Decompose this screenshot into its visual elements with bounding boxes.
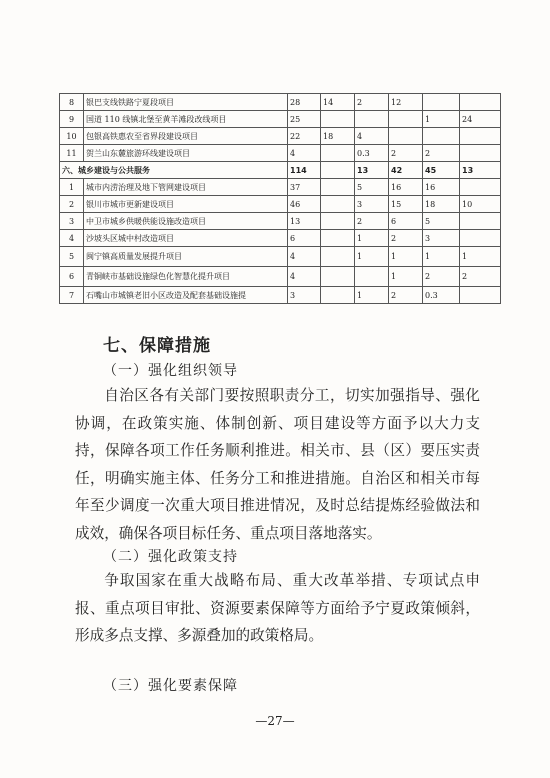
value-cell: 1 bbox=[423, 111, 460, 128]
value-cell: 2 bbox=[389, 145, 423, 162]
value-cell: 15 bbox=[389, 196, 423, 213]
table-row bbox=[60, 179, 501, 196]
table-row bbox=[60, 247, 501, 267]
value-cell: 28 bbox=[288, 94, 321, 111]
project-name-cell: 中卫市城乡供暖供能设施改造项目 bbox=[84, 213, 288, 230]
paragraph-organization: 自治区各有关部门要按照职责分工，切实加强指导、强化协调，在政策实施、体制创新、项目建设等方面予以大力支持，保障各项工作任务顺利推进。相关市、县（区）要压实责任，明确实施主体、任务分工和推进措施。自治区和相关市每年至少调度一次重大项目推进情况，及时总结提炼经验做法和成效，确保各项目标任务、重点项目落地落实。 bbox=[75, 387, 480, 542]
value-cell: 1 bbox=[389, 267, 423, 287]
project-name-cell: 城市内涝治理及地下管网建设项目 bbox=[84, 179, 288, 196]
project-table-body bbox=[60, 94, 501, 304]
value-cell bbox=[460, 145, 501, 162]
row-number-cell: 11 bbox=[60, 145, 84, 162]
value-cell: 1 bbox=[423, 247, 460, 267]
value-cell bbox=[389, 128, 423, 145]
value-cell: 45 bbox=[423, 162, 460, 179]
value-cell bbox=[321, 267, 355, 287]
value-cell: 2 bbox=[423, 267, 460, 287]
table-row bbox=[60, 128, 501, 145]
value-cell: 114 bbox=[288, 162, 321, 179]
row-number-cell: 10 bbox=[60, 128, 84, 145]
value-cell: 4 bbox=[288, 267, 321, 287]
value-cell bbox=[355, 267, 389, 287]
value-cell: 5 bbox=[423, 213, 460, 230]
project-name-cell: 包银高铁惠农至省界段建设项目 bbox=[84, 128, 288, 145]
project-name-cell: 闽宁镇高质量发展提升项目 bbox=[84, 247, 288, 267]
value-cell bbox=[321, 196, 355, 213]
value-cell bbox=[321, 111, 355, 128]
value-cell bbox=[460, 94, 501, 111]
value-cell bbox=[321, 247, 355, 267]
value-cell: 14 bbox=[321, 94, 355, 111]
value-cell: 25 bbox=[288, 111, 321, 128]
value-cell bbox=[423, 94, 460, 111]
page-number: —27— bbox=[255, 714, 295, 728]
value-cell: 6 bbox=[288, 230, 321, 247]
value-cell: 4 bbox=[288, 145, 321, 162]
row-number-cell: 6 bbox=[60, 267, 84, 287]
value-cell: 13 bbox=[460, 162, 501, 179]
row-number-cell: 7 bbox=[60, 287, 84, 304]
value-cell: 2 bbox=[423, 145, 460, 162]
value-cell bbox=[460, 213, 501, 230]
value-cell: 1 bbox=[460, 247, 501, 267]
value-cell: 16 bbox=[389, 179, 423, 196]
row-number-cell: 5 bbox=[60, 247, 84, 267]
value-cell: 24 bbox=[460, 111, 501, 128]
table-section-row bbox=[60, 162, 501, 179]
value-cell: 4 bbox=[288, 247, 321, 267]
paragraph-policy: 争取国家在重大战略布局、重大改革举措、专项试点申报、重点项目审批、资源要素保障等方面给予宁夏政策倾斜，形成多点支撑、多源叠加的政策格局。 bbox=[75, 572, 480, 644]
value-cell: 37 bbox=[288, 179, 321, 196]
project-name-cell: 贺兰山东麓旅游环线建设项目 bbox=[84, 145, 288, 162]
table-row bbox=[60, 196, 501, 213]
value-cell: 1 bbox=[355, 247, 389, 267]
value-cell: 0.3 bbox=[423, 287, 460, 304]
subsection-title-resources: （三）强化要素保障 bbox=[103, 678, 238, 694]
value-cell: 2 bbox=[389, 287, 423, 304]
subsection-title-organization: （一）强化组织领导 bbox=[103, 363, 238, 379]
value-cell: 2 bbox=[460, 267, 501, 287]
table-row bbox=[60, 94, 501, 111]
value-cell: 46 bbox=[288, 196, 321, 213]
value-cell: 10 bbox=[460, 196, 501, 213]
table-row bbox=[60, 267, 501, 287]
value-cell: 2 bbox=[389, 230, 423, 247]
value-cell bbox=[460, 287, 501, 304]
row-number-cell: 2 bbox=[60, 196, 84, 213]
value-cell bbox=[423, 128, 460, 145]
value-cell: 1 bbox=[355, 230, 389, 247]
value-cell: 12 bbox=[389, 94, 423, 111]
value-cell bbox=[389, 111, 423, 128]
value-cell bbox=[321, 145, 355, 162]
subsection-title-policy: （二）强化政策支持 bbox=[103, 549, 238, 565]
row-number-cell: 3 bbox=[60, 213, 84, 230]
value-cell bbox=[460, 230, 501, 247]
value-cell bbox=[460, 128, 501, 145]
table-row bbox=[60, 287, 501, 304]
value-cell: 13 bbox=[355, 162, 389, 179]
value-cell: 1 bbox=[389, 247, 423, 267]
value-cell bbox=[355, 111, 389, 128]
value-cell: 4 bbox=[355, 128, 389, 145]
value-cell bbox=[321, 162, 355, 179]
project-table bbox=[59, 93, 501, 304]
value-cell: 42 bbox=[389, 162, 423, 179]
table-row bbox=[60, 111, 501, 128]
project-name-cell: 国道 110 线镇北堡至黄羊滩段改线项目 bbox=[84, 111, 288, 128]
value-cell: 5 bbox=[355, 179, 389, 196]
value-cell: 2 bbox=[355, 213, 389, 230]
table-row bbox=[60, 145, 501, 162]
table-row bbox=[60, 213, 501, 230]
value-cell: 18 bbox=[321, 128, 355, 145]
row-number-cell: 4 bbox=[60, 230, 84, 247]
value-cell bbox=[321, 287, 355, 304]
value-cell: 1 bbox=[355, 287, 389, 304]
table-row bbox=[60, 230, 501, 247]
value-cell bbox=[460, 179, 501, 196]
row-number-cell: 1 bbox=[60, 179, 84, 196]
value-cell: 0.3 bbox=[355, 145, 389, 162]
project-name-cell: 银巴支线铁路宁夏段项目 bbox=[84, 94, 288, 111]
value-cell: 18 bbox=[423, 196, 460, 213]
row-number-cell: 8 bbox=[60, 94, 84, 111]
project-name-cell: 银川市城市更新建设项目 bbox=[84, 196, 288, 213]
value-cell bbox=[321, 213, 355, 230]
project-name-cell: 沙坡头区城中村改造项目 bbox=[84, 230, 288, 247]
section-title-cell: 六、城乡建设与公共服务 bbox=[60, 162, 288, 179]
row-number-cell: 9 bbox=[60, 111, 84, 128]
project-name-cell: 石嘴山市城镇老旧小区改造及配套基础设施提 bbox=[84, 287, 288, 304]
value-cell: 6 bbox=[389, 213, 423, 230]
value-cell bbox=[321, 230, 355, 247]
value-cell: 3 bbox=[423, 230, 460, 247]
project-name-cell: 青铜峡市基础设施绿色化智慧化提升项目 bbox=[84, 267, 288, 287]
value-cell: 3 bbox=[288, 287, 321, 304]
value-cell: 22 bbox=[288, 128, 321, 145]
value-cell: 16 bbox=[423, 179, 460, 196]
value-cell bbox=[321, 179, 355, 196]
value-cell: 13 bbox=[288, 213, 321, 230]
section-heading: 七、保障措施 bbox=[103, 336, 211, 356]
value-cell: 3 bbox=[355, 196, 389, 213]
value-cell: 2 bbox=[355, 94, 389, 111]
